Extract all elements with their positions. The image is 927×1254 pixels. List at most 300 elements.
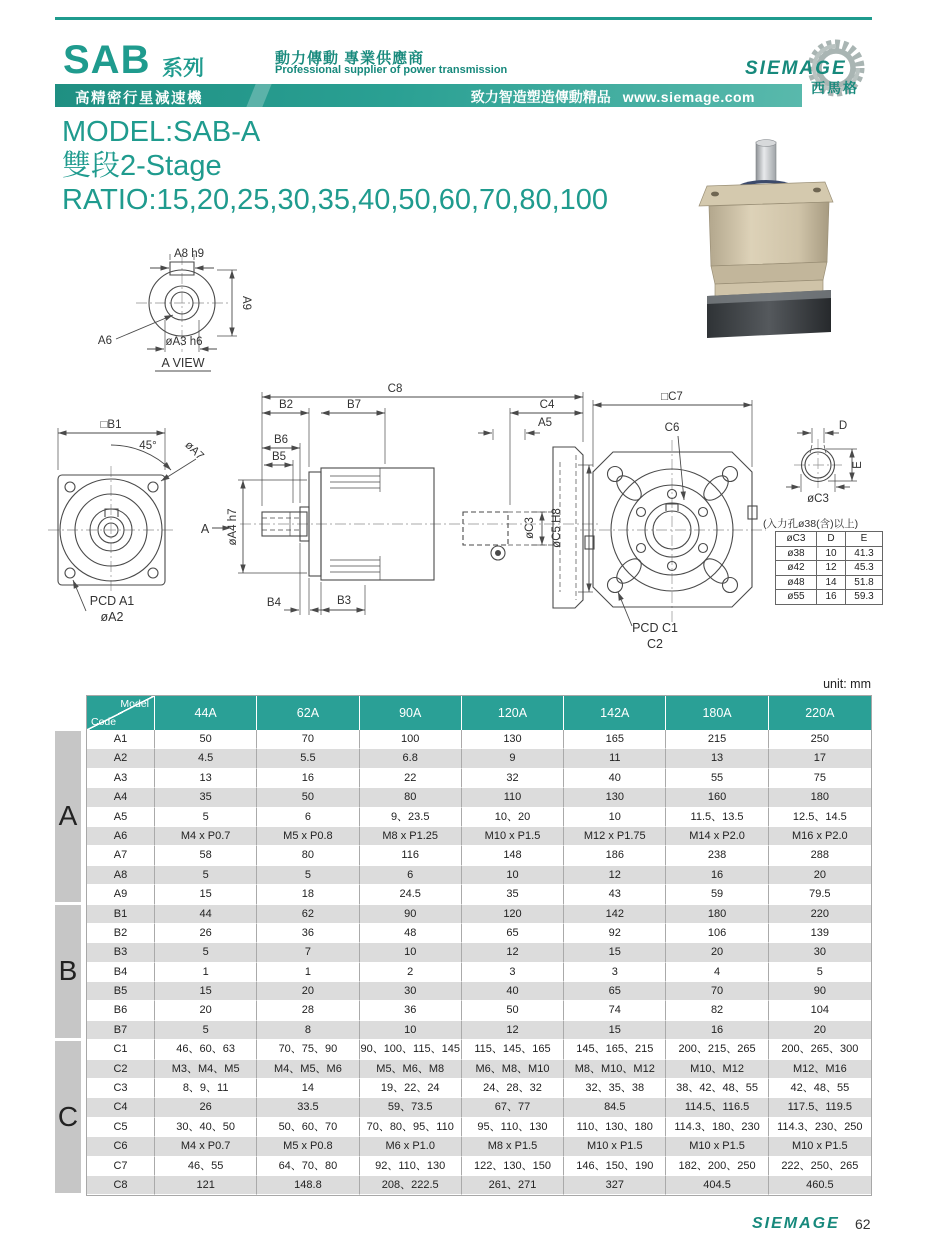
column-header: 220A <box>805 706 835 720</box>
table-cell: 65 <box>564 982 666 1001</box>
table-cell: M4 x P0.7 <box>155 1137 257 1156</box>
table-cell: 11.5、13.5 <box>666 808 768 827</box>
dim-label: B3 <box>336 595 352 607</box>
dim-label: PCD A1 <box>89 594 135 608</box>
table-cell: M6、M8、M10 <box>462 1060 564 1079</box>
table-cell: 40 <box>462 982 564 1001</box>
table-row <box>87 730 871 749</box>
table-cell: 18 <box>257 885 359 904</box>
table-cell: 65 <box>462 924 564 943</box>
table-cell: 7 <box>257 943 359 962</box>
table-cell: M10 x P1.5 <box>462 827 564 846</box>
table-cell: 15 <box>155 885 257 904</box>
table-cell: ø55 <box>776 590 817 605</box>
column-header: 44A <box>155 696 257 730</box>
table-cell: 26 <box>155 1098 257 1117</box>
table-cell: 35 <box>155 788 257 807</box>
table-cell: 42、48、55 <box>769 1079 871 1098</box>
table-cell: 50 <box>462 1001 564 1020</box>
row-code: B6 <box>87 1001 155 1020</box>
table-cell: 50 <box>257 788 359 807</box>
table-cell: 238 <box>666 846 768 865</box>
table-cell: 59 <box>666 885 768 904</box>
banner-slogan: 致力智造塑造傳動精品 <box>470 89 611 105</box>
row-code: C2 <box>87 1060 155 1079</box>
table-cell: 40 <box>564 769 666 788</box>
table-cell: 17 <box>769 749 871 768</box>
dim-label: C2 <box>647 637 663 651</box>
table-row <box>87 808 871 827</box>
table-cell: 130 <box>564 788 666 807</box>
table-cell: 2 <box>360 963 462 982</box>
dim-label: E <box>852 461 864 469</box>
tagline-zh: 動力傳動 專業供應商 <box>275 50 425 67</box>
row-code: C8 <box>87 1176 155 1195</box>
table-cell: M14 x P2.0 <box>666 827 768 846</box>
website-url: www.siemage.com <box>622 89 755 105</box>
view-arrow-label: A <box>200 522 210 536</box>
table-row <box>87 963 871 982</box>
group-label: A <box>55 731 81 903</box>
spec-group-col <box>55 695 81 1199</box>
table-cell: 84.5 <box>564 1098 666 1117</box>
row-code: A6 <box>87 827 155 846</box>
model-line: MODEL:SAB-A <box>62 116 261 148</box>
table-cell: 6.8 <box>360 749 462 768</box>
table-cell: M12、M16 <box>769 1060 871 1079</box>
side-view-drawing <box>227 383 600 615</box>
a-view-drawing <box>98 248 252 371</box>
corner-code-label: Code <box>91 716 117 728</box>
table-cell: 3 <box>462 963 564 982</box>
dim-label: D <box>838 420 848 432</box>
table-cell: 110 <box>462 788 564 807</box>
table-row <box>87 788 871 807</box>
dim-label: C4 <box>539 399 555 411</box>
table-cell: 208、222.5 <box>360 1176 462 1195</box>
table-cell: 16 <box>817 590 846 605</box>
table-cell: M8 x P1.25 <box>360 827 462 846</box>
table-cell: 67、77 <box>462 1098 564 1117</box>
table-cell: 22 <box>360 769 462 788</box>
bore-table-grid <box>775 531 883 605</box>
table-cell: 50 <box>155 730 257 749</box>
table-cell: 12 <box>462 1021 564 1040</box>
table-row <box>776 575 883 590</box>
table-cell: 5 <box>155 808 257 827</box>
table-cell: 59.3 <box>846 590 883 605</box>
view-title: A VIEW <box>161 356 205 370</box>
table-cell: 250 <box>769 730 871 749</box>
table-cell: 117.5、119.5 <box>769 1098 871 1117</box>
table-cell: M5 x P0.8 <box>257 1137 359 1156</box>
table-row <box>87 1137 871 1156</box>
table-row <box>776 532 883 547</box>
table-cell: 64、70、80 <box>257 1157 359 1176</box>
table-row <box>87 1060 871 1079</box>
unit-label: unit: mm <box>823 677 871 691</box>
table-cell: 120 <box>462 905 564 924</box>
corner-cell <box>87 696 155 730</box>
table-cell: 1 <box>155 963 257 982</box>
table-cell: 6 <box>360 866 462 885</box>
dim-label: øC5 H8 <box>551 508 563 548</box>
bore-note: (入力孔ø38(含)以上) <box>763 518 859 530</box>
table-cell: 48 <box>360 924 462 943</box>
table-cell: M8、M10、M12 <box>564 1060 666 1079</box>
column-header: 62A <box>257 696 359 730</box>
table-cell: 116 <box>360 846 462 865</box>
table-cell: 114.5、116.5 <box>666 1098 768 1117</box>
bore-table <box>775 531 883 605</box>
table-cell: 404.5 <box>666 1176 768 1195</box>
row-code: A1 <box>87 730 155 749</box>
logo-text: SIEMAGE <box>745 58 847 79</box>
table-cell: 14 <box>257 1079 359 1098</box>
banner-left-text: 高精密行星減速機 <box>75 91 203 107</box>
table-cell: 5 <box>257 866 359 885</box>
table-cell: 115、145、165 <box>462 1040 564 1059</box>
table-cell: 45.3 <box>846 561 883 576</box>
row-code: A8 <box>87 866 155 885</box>
table-cell: 20 <box>666 943 768 962</box>
dim-label: øC3 <box>807 493 829 505</box>
table-cell: ø48 <box>776 575 817 590</box>
table-cell: 3 <box>564 963 666 982</box>
table-cell: 139 <box>769 924 871 943</box>
table-cell: 62 <box>257 905 359 924</box>
table-cell: 15 <box>564 943 666 962</box>
table-cell: 12 <box>462 943 564 962</box>
spec-header-row <box>87 696 871 730</box>
table-row <box>87 924 871 943</box>
table-cell: 8 <box>257 1021 359 1040</box>
dim-label: A9 <box>240 295 252 311</box>
column-header: 120A <box>462 696 564 730</box>
dim-label: A5 <box>537 417 553 429</box>
table-cell: 33.5 <box>257 1098 359 1117</box>
table-cell: 15 <box>564 1021 666 1040</box>
table-cell: 24.5 <box>360 885 462 904</box>
table-cell: M4 x P0.7 <box>155 827 257 846</box>
group-label: B <box>55 905 81 1038</box>
column-header: 180A <box>666 696 768 730</box>
table-row <box>87 1176 871 1195</box>
table-cell: 12 <box>817 561 846 576</box>
table-cell: 36 <box>360 1001 462 1020</box>
table-cell: 10 <box>564 808 666 827</box>
table-cell: M12 x P1.75 <box>564 827 666 846</box>
table-cell: 43 <box>564 885 666 904</box>
dim-label: øA2 <box>100 610 124 624</box>
table-cell: M4、M5、M6 <box>257 1060 359 1079</box>
row-code: B1 <box>87 905 155 924</box>
table-cell: 5 <box>155 866 257 885</box>
table-row <box>87 1157 871 1176</box>
table-row <box>87 943 871 962</box>
table-cell: 41.3 <box>846 546 883 561</box>
table-cell: E <box>846 532 883 547</box>
row-code: C4 <box>87 1098 155 1117</box>
column-header: 142A <box>564 696 666 730</box>
dim-label: A6 <box>97 335 112 347</box>
banner-slash <box>246 84 271 107</box>
table-cell: D <box>817 532 846 547</box>
table-cell: 80 <box>360 788 462 807</box>
table-cell: 200、265、300 <box>769 1040 871 1059</box>
table-cell: 82 <box>666 1001 768 1020</box>
group-label: C <box>55 1041 81 1193</box>
output-flange-drawing <box>580 391 766 651</box>
spec-grid <box>86 695 872 1196</box>
table-cell: 30 <box>360 982 462 1001</box>
table-cell: 145、165、215 <box>564 1040 666 1059</box>
table-cell: 1 <box>257 963 359 982</box>
table-row <box>87 866 871 885</box>
table-cell: 75 <box>769 769 871 788</box>
table-cell: 165 <box>564 730 666 749</box>
table-row <box>87 846 871 865</box>
table-cell: 11 <box>564 749 666 768</box>
series-title: SAB <box>63 38 151 82</box>
ratio-line: RATIO:15,20,25,30,35,40,50,60,70,80,100 <box>62 184 609 216</box>
table-cell: 16 <box>257 769 359 788</box>
table-row <box>87 905 871 924</box>
table-cell: 148 <box>462 846 564 865</box>
dim-label: B2 <box>278 399 294 411</box>
table-cell: 59、73.5 <box>360 1098 462 1117</box>
table-cell: 10 <box>360 1021 462 1040</box>
table-cell: 160 <box>666 788 768 807</box>
dim-label: øA3 h6 <box>165 336 203 348</box>
table-cell: 12.5、14.5 <box>769 808 871 827</box>
table-cell: 4 <box>666 963 768 982</box>
table-row <box>776 561 883 576</box>
row-code: C7 <box>87 1157 155 1176</box>
table-cell: 19、22、24 <box>360 1079 462 1098</box>
table-cell: 13 <box>155 769 257 788</box>
table-cell: 44 <box>155 905 257 924</box>
table-cell: 114.3、180、230 <box>666 1118 768 1137</box>
dim-label: A8 h9 <box>173 248 205 260</box>
table-cell: 12 <box>564 866 666 885</box>
table-cell: 220 <box>769 905 871 924</box>
table-cell: 180 <box>769 788 871 807</box>
table-cell: 46、55 <box>155 1157 257 1176</box>
table-row <box>87 1079 871 1098</box>
row-code: A4 <box>87 788 155 807</box>
table-row <box>87 982 871 1001</box>
dim-label: B5 <box>271 451 287 463</box>
banner-right-text <box>471 87 755 107</box>
table-cell: 186 <box>564 846 666 865</box>
dim-label: B4 <box>266 597 281 609</box>
table-cell: 16 <box>666 1021 768 1040</box>
table-cell: 74 <box>564 1001 666 1020</box>
table-cell: 110、130、180 <box>564 1118 666 1137</box>
teal-banner <box>55 84 802 107</box>
top-rule <box>55 17 872 20</box>
table-cell: 80 <box>257 846 359 865</box>
table-cell: 106 <box>666 924 768 943</box>
table-row <box>87 1001 871 1020</box>
table-cell: 20 <box>155 1001 257 1020</box>
table-cell: 5 <box>155 1021 257 1040</box>
table-cell: 8、9、11 <box>155 1079 257 1098</box>
table-cell: 26 <box>155 924 257 943</box>
table-cell: 104 <box>769 1001 871 1020</box>
table-cell: 70、80、95、110 <box>360 1118 462 1137</box>
page-number: 62 <box>855 1216 871 1232</box>
column-header: 90A <box>360 696 462 730</box>
table-cell: 13 <box>666 749 768 768</box>
table-row <box>776 590 883 605</box>
dim-label: □B1 <box>100 419 122 431</box>
table-cell: M5、M6、M8 <box>360 1060 462 1079</box>
dim-label: øA7 <box>182 439 206 463</box>
table-cell: 327 <box>564 1176 666 1195</box>
table-cell: øC3 <box>776 532 817 547</box>
table-row <box>87 885 871 904</box>
table-cell: 79.5 <box>769 885 871 904</box>
table-cell: 51.8 <box>846 575 883 590</box>
table-cell: M10 x P1.5 <box>564 1137 666 1156</box>
table-cell: 92、110、130 <box>360 1157 462 1176</box>
table-cell: 5 <box>155 943 257 962</box>
table-cell: 90 <box>769 982 871 1001</box>
table-cell: 90、100、115、145 <box>360 1040 462 1059</box>
table-cell: 10 <box>360 943 462 962</box>
table-row <box>87 1021 871 1040</box>
table-cell: M3、M4、M5 <box>155 1060 257 1079</box>
table-cell: 14 <box>817 575 846 590</box>
dim-label: PCD C1 <box>632 621 678 635</box>
table-cell: 146、150、190 <box>564 1157 666 1176</box>
table-cell: 288 <box>769 846 871 865</box>
table-cell: 10 <box>817 546 846 561</box>
dim-label: C8 <box>387 383 403 395</box>
tagline-en: Professional supplier of power transmission <box>275 64 508 76</box>
table-cell: 20 <box>257 982 359 1001</box>
table-cell: 261、271 <box>462 1176 564 1195</box>
table-cell: 92 <box>564 924 666 943</box>
table-cell: 121 <box>155 1176 257 1195</box>
front-flange-drawing <box>48 419 231 624</box>
row-code: B7 <box>87 1021 155 1040</box>
table-cell: 148.8 <box>257 1176 359 1195</box>
table-cell: M5 x P0.8 <box>257 827 359 846</box>
table-cell: 10 <box>462 866 564 885</box>
dim-label: B6 <box>273 434 289 446</box>
table-row <box>87 1098 871 1117</box>
row-code: C3 <box>87 1079 155 1098</box>
table-cell: ø42 <box>776 561 817 576</box>
table-cell: 180 <box>666 905 768 924</box>
footer-logo: SIEMAGE <box>752 1215 840 1232</box>
row-code: B5 <box>87 982 155 1001</box>
table-cell: M10、M12 <box>666 1060 768 1079</box>
table-cell: 20 <box>769 1021 871 1040</box>
table-cell: 16 <box>666 866 768 885</box>
table-cell: M16 x P2.0 <box>769 827 871 846</box>
spec-table-body <box>87 730 871 1195</box>
row-code: A5 <box>87 808 155 827</box>
table-row <box>87 827 871 846</box>
table-cell: 46、60、63 <box>155 1040 257 1059</box>
table-cell: 182、200、250 <box>666 1157 768 1176</box>
table-cell: 95、110、130 <box>462 1118 564 1137</box>
table-cell: 36 <box>257 924 359 943</box>
table-cell: 215 <box>666 730 768 749</box>
table-cell: M8 x P1.5 <box>462 1137 564 1156</box>
corner-model-label: Model <box>120 698 149 710</box>
table-cell: 35 <box>462 885 564 904</box>
logo-chinese: 西馬格 <box>811 80 859 96</box>
table-cell: 70 <box>257 730 359 749</box>
table-cell: 70、75、90 <box>257 1040 359 1059</box>
table-cell: 24、28、32 <box>462 1079 564 1098</box>
table-cell: 460.5 <box>769 1176 871 1195</box>
stage-line: 雙段2-Stage <box>62 150 222 182</box>
table-cell: 122、130、150 <box>462 1157 564 1176</box>
table-row <box>776 546 883 561</box>
table-cell: 114.3、230、250 <box>769 1118 871 1137</box>
dim-label: B7 <box>346 399 362 411</box>
table-cell: 20 <box>769 866 871 885</box>
bore-detail-drawing <box>786 420 864 505</box>
row-code: B2 <box>87 924 155 943</box>
table-cell: ø38 <box>776 546 817 561</box>
table-cell: 55 <box>666 769 768 788</box>
row-code: A3 <box>87 769 155 788</box>
table-cell: 5.5 <box>257 749 359 768</box>
table-row <box>87 749 871 768</box>
table-cell: 4.5 <box>155 749 257 768</box>
table-row <box>87 1118 871 1137</box>
dim-label: øA4 h7 <box>227 508 239 546</box>
table-row <box>87 1040 871 1059</box>
table-cell: 9 <box>462 749 564 768</box>
table-cell: 50、60、70 <box>257 1118 359 1137</box>
table-cell: 15 <box>155 982 257 1001</box>
dim-label: □C7 <box>661 391 683 403</box>
dim-label: øC3 <box>524 517 536 539</box>
table-cell: 28 <box>257 1001 359 1020</box>
row-code: A7 <box>87 846 155 865</box>
table-cell: M6 x P1.0 <box>360 1137 462 1156</box>
series-suffix: 系列 <box>162 57 204 80</box>
brand-logo <box>745 36 875 100</box>
table-cell: 142 <box>564 905 666 924</box>
spec-table <box>55 677 872 1199</box>
row-code: C1 <box>87 1040 155 1059</box>
dim-label: 45° <box>139 440 157 452</box>
table-cell: 30、40、50 <box>155 1118 257 1137</box>
row-code: A2 <box>87 749 155 768</box>
technical-drawings <box>0 240 927 675</box>
table-cell: 6 <box>257 808 359 827</box>
row-code: A9 <box>87 885 155 904</box>
model-block <box>62 115 608 217</box>
table-cell: 130 <box>462 730 564 749</box>
table-cell: 58 <box>155 846 257 865</box>
table-cell: 222、250、265 <box>769 1157 871 1176</box>
table-cell: 32、35、38 <box>564 1079 666 1098</box>
row-code: B3 <box>87 943 155 962</box>
table-cell: 90 <box>360 905 462 924</box>
table-cell: M10 x P1.5 <box>769 1137 871 1156</box>
table-cell: 100 <box>360 730 462 749</box>
